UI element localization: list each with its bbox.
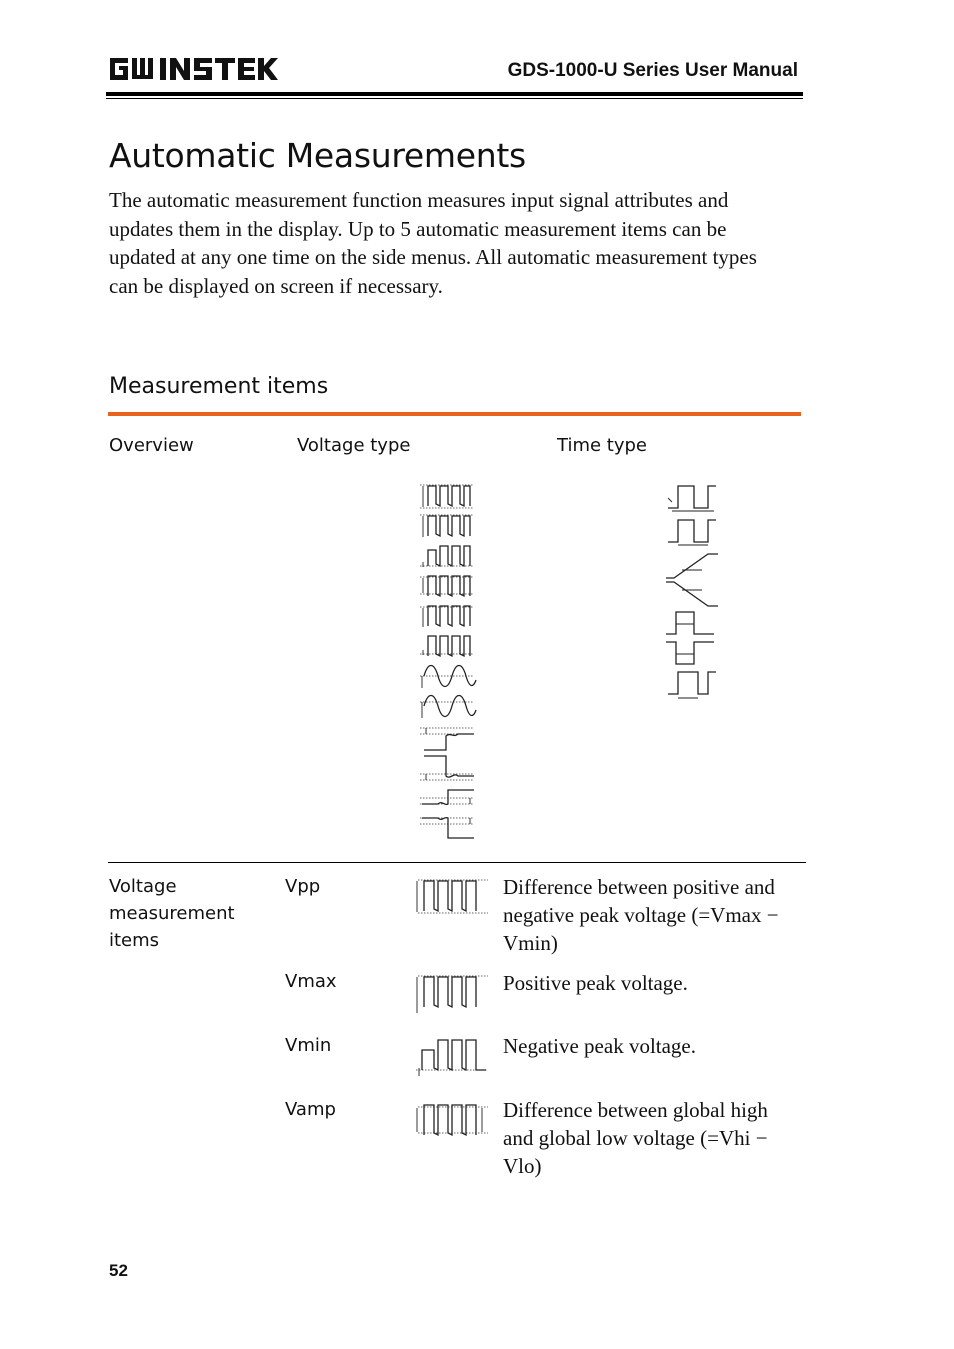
voltage-type-header: Voltage type: [297, 435, 411, 456]
page-number: 52: [109, 1261, 128, 1280]
vamp-label: Vamp: [285, 1099, 336, 1120]
vpp-description: Difference between positive and negative peak voltage (=Vmax − Vmin): [503, 875, 779, 955]
section-rule: [108, 412, 801, 416]
vmin-waveform-icon: [412, 1036, 490, 1083]
vamp-description: Difference between global high and global low voltage (=Vhi − Vlo): [503, 1098, 768, 1178]
vamp-waveform-icon: [412, 1101, 490, 1148]
vmin-description: Negative peak voltage.: [503, 1034, 696, 1058]
page-title: Automatic Measurements: [109, 136, 526, 175]
time-type-header: Time type: [557, 435, 647, 456]
intro-paragraph: The automatic measurement function measures input signal attributes and updates them in the display. Up to 5 automatic measurement items can be updated at any one time on the side menus. All automatic measurement types can be displayed on screen if necessary.: [109, 188, 757, 298]
overview-header: Overview: [109, 435, 194, 456]
vmin-label: Vmin: [285, 1035, 332, 1056]
manual-title: GDS-1000-U Series User Manual: [507, 60, 798, 81]
voltage-type-icons: [418, 480, 482, 850]
vmax-label: Vmax: [285, 971, 337, 992]
section-title: Measurement items: [109, 374, 329, 399]
vmax-description: Positive peak voltage.: [503, 971, 688, 995]
vmax-waveform-icon: [412, 973, 490, 1020]
table-separator: [108, 862, 806, 863]
vpp-waveform-icon: [412, 877, 490, 922]
time-type-icons: [664, 484, 724, 704]
header-rule-thin: [106, 98, 803, 99]
vpp-label: Vpp: [285, 876, 321, 897]
gw-instek-logo: [108, 54, 278, 84]
voltage-group-label: Voltage measurement items: [109, 876, 235, 951]
header-rule: [106, 92, 803, 96]
